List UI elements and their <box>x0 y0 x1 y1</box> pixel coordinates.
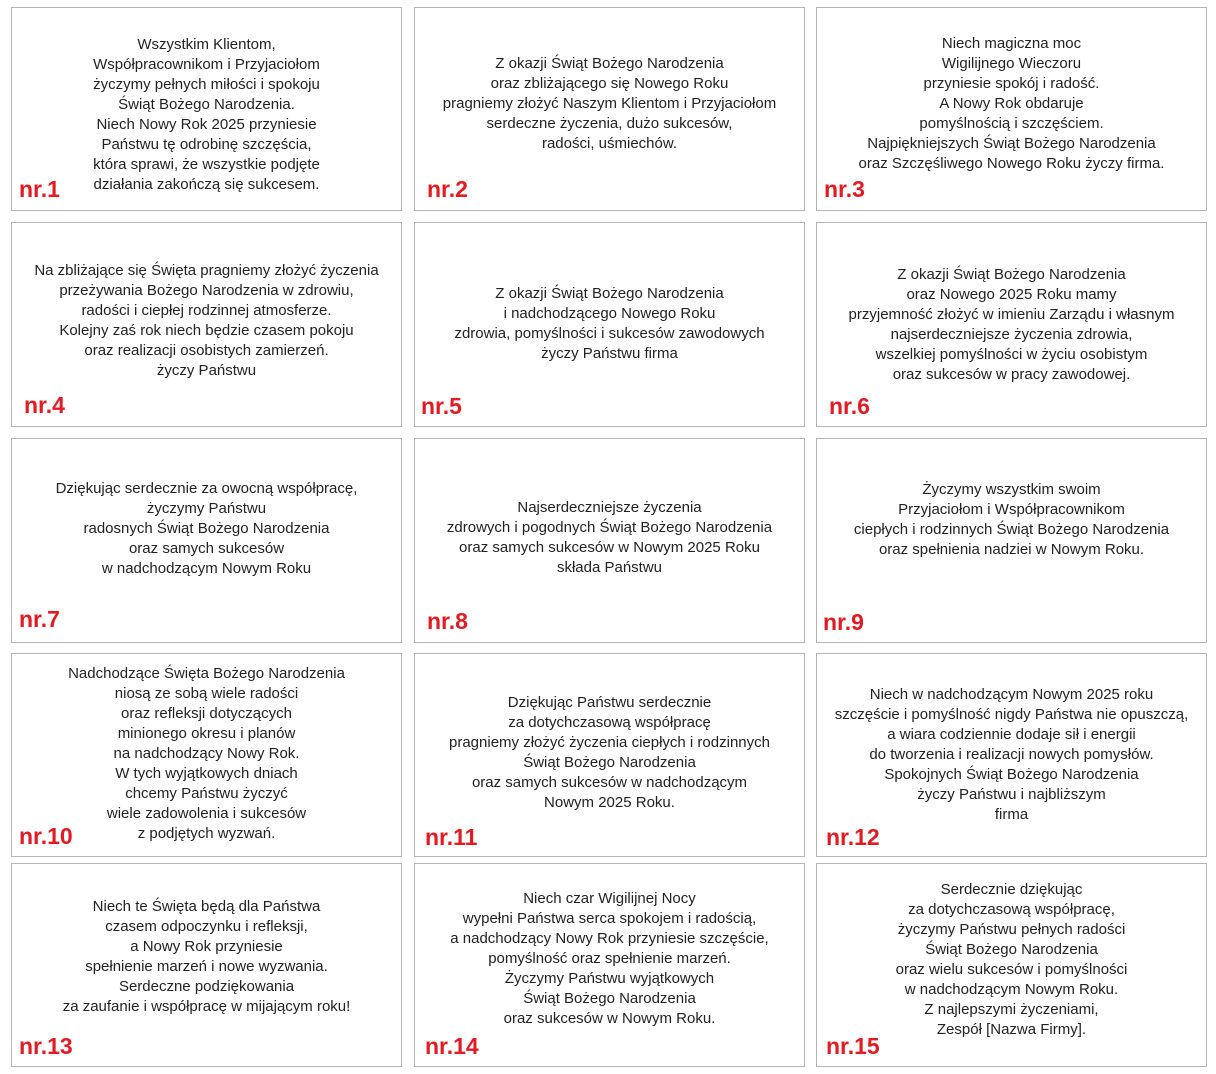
greeting-card-6 <box>816 222 1207 427</box>
card-number: nr.5 <box>421 393 462 419</box>
greeting-card-4 <box>11 222 402 427</box>
greeting-card-1 <box>11 7 402 211</box>
card-text: Serdecznie dziękując za dotychczasową współpracę, życzymy Państwu pełnych radości Świąt Bożego Narodzenia oraz wielu sukcesów i pomyślności w nadchodzącym Nowym Roku. Z najlepszymi życzeniami, Zespół [Nazwa Firmy]. <box>895 881 1128 1038</box>
greeting-card-12 <box>816 653 1207 857</box>
greeting-card-13 <box>11 863 402 1067</box>
card-text: Z okazji Świąt Bożego Narodzenia oraz zbliżającego się Nowego Roku pragniemy złożyć Naszym Klientom i Przyjaciołom serdeczne życzenia, dużo sukcesów, radości, uśmiechów. <box>442 55 777 152</box>
card-text: Niech czar Wigilijnej Nocy wypełni Państwa serca spokojem i radością, a nadchodzący Nowy Rok przyniesie szczęście, pomyślność oraz spełnienie marzeń. Życzymy Państwu wyjątkowych Świąt Bożego Narodzenia oraz sukcesów w Nowym Roku. <box>450 890 769 1027</box>
card-number: nr.15 <box>826 1033 880 1059</box>
greeting-card-14 <box>414 863 805 1067</box>
greeting-card-10 <box>11 653 402 857</box>
card-number: nr.7 <box>19 606 60 632</box>
greeting-card-9 <box>816 438 1207 643</box>
greeting-card-7 <box>11 438 402 643</box>
card-number: nr.2 <box>427 176 468 202</box>
card-text: Dziękując Państwu serdecznie za dotychczasową współpracę pragniemy złożyć życzenia ciepłych i rodzinnych Świąt Bożego Narodzenia oraz samych sukcesów w nadchodzącym Nowym 2025 Roku. <box>449 694 770 811</box>
card-text: Na zbliżające się Święta pragniemy złożyć życzenia przeżywania Bożego Narodzenia w zdrowiu, radości i ciepłej rodzinnej atmosferze. Kolejny zaś rok niech będzie czasem pokoju oraz realizacji osobistych zamierzeń. życzy Państwu <box>34 262 379 379</box>
greeting-card-5 <box>414 222 805 427</box>
card-number: nr.6 <box>829 393 870 419</box>
card-text: Najserdeczniejsze życzenia zdrowych i pogodnych Świąt Bożego Narodzenia oraz samych sukcesów w Nowym 2025 Roku składa Państwu <box>446 499 773 576</box>
greeting-card-2 <box>414 7 805 211</box>
card-number: nr.9 <box>823 609 864 635</box>
card-number: nr.10 <box>19 823 73 849</box>
card-number: nr.4 <box>24 392 65 418</box>
card-number: nr.3 <box>824 176 865 202</box>
card-text: Z okazji Świąt Bożego Narodzenia oraz Nowego 2025 Roku mamy przyjemność złożyć w imieniu Zarządu i własnym najserdeczniejsze życzenia zdrowia, wszelkiej pomyślności w życiu osobistym oraz sukcesów w pracy zawodowej. <box>848 266 1175 383</box>
card-text: Niech magiczna moc Wigilijnego Wieczoru przyniesie spokój i radość. A Nowy Rok obdaruje pomyślnością i szczęściem. Najpiękniejszych Świąt Bożego Narodzenia oraz Szczęśliwego Nowego Roku życzy firma. <box>858 35 1165 172</box>
card-text: Niech w nadchodzącym Nowym 2025 roku szczęście i pomyślność nigdy Państwa nie opuszczą, a wiara codziennie dodaje sił i energii do tworzenia i realizacji nowych pomysłów. Spokojnych Świąt Bożego Narodzenia życzy Państwu i najbliższym firma <box>834 686 1189 823</box>
card-text: Dziękując serdecznie za owocną współpracę, życzymy Państwu radosnych Świąt Bożego Narodzenia oraz samych sukcesów w nadchodzącym Nowym Roku <box>55 480 358 577</box>
card-text: Niech te Święta będą dla Państwa czasem odpoczynku i refleksji, a Nowy Rok przyniesie spełnienie marzeń i nowe wyzwania. Serdeczne podziękowania za zaufanie i współpracę w mijającym roku! <box>62 898 351 1015</box>
card-number: nr.1 <box>19 176 60 202</box>
card-text: Z okazji Świąt Bożego Narodzenia i nadchodzącego Nowego Roku zdrowia, pomyślności i sukcesów zawodowych życzy Państwu firma <box>454 285 765 362</box>
greeting-card-11 <box>414 653 805 857</box>
card-number: nr.13 <box>19 1033 73 1059</box>
card-number: nr.8 <box>427 608 468 634</box>
card-number: nr.12 <box>826 824 880 850</box>
card-text: Wszystkim Klientom, Współpracownikom i Przyjaciołom życzymy pełnych miłości i spokoju Świąt Bożego Narodzenia. Niech Nowy Rok 2025 przyniesie Państwu tę odrobinę szczęścia, która sprawi, że wszystkie podjęte działania zakończą się sukcesem. <box>93 36 320 193</box>
greeting-card-15 <box>816 863 1207 1067</box>
card-number: nr.14 <box>425 1033 479 1059</box>
card-text: Życzymy wszystkim swoim Przyjaciołom i Współpracownikom ciepłych i rodzinnych Świąt Bożego Narodzenia oraz spełnienia nadziei w Nowym Roku. <box>853 481 1170 558</box>
card-number: nr.11 <box>425 824 478 850</box>
card-text: Nadchodzące Święta Bożego Narodzenia niosą ze sobą wiele radości oraz refleksji dotyczących minionego okresu i planów na nadchodzący Nowy Rok. W tych wyjątkowych dniach chcemy Państwu życzyć wiele zadowolenia i sukcesów z podjętych wyzwań. <box>68 665 345 842</box>
greeting-card-3 <box>816 7 1207 211</box>
greeting-card-8 <box>414 438 805 643</box>
